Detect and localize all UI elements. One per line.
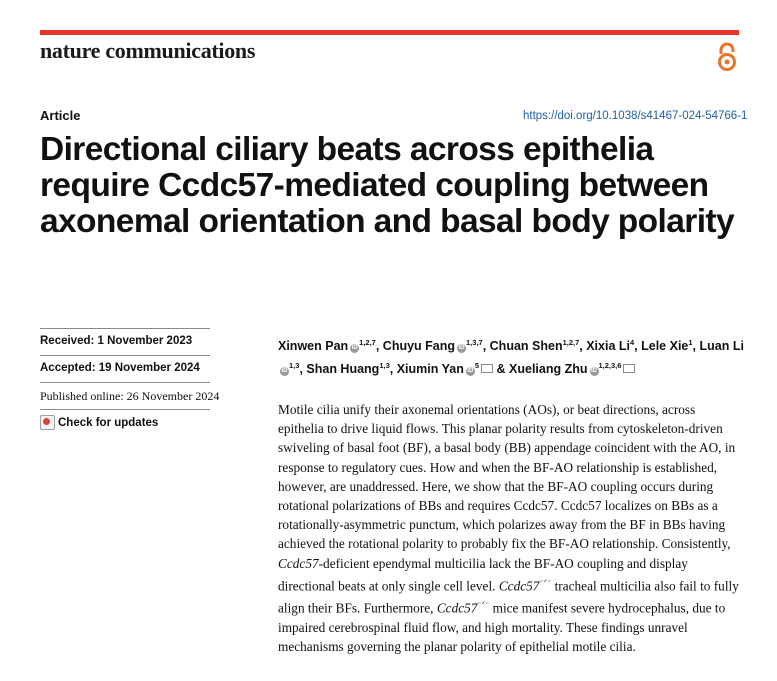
- article-type-label: Article: [40, 108, 81, 123]
- author-name[interactable]: Chuan Shen: [489, 339, 563, 354]
- header-accent-bar: [40, 30, 739, 35]
- check-updates-icon: [40, 415, 55, 430]
- abstract-segment: mice manifest severe hydrocephalus, due to impaired cerebrospinal fluid flow, and high mortality. These findings unravel mechanisms governing the planar polarity of epithelial motile cilia.: [278, 600, 726, 655]
- author-name[interactable]: Luan Li: [699, 339, 744, 354]
- orcid-icon[interactable]: iD: [351, 345, 358, 352]
- affiliation-marker: 1,2,7: [562, 338, 580, 347]
- affiliation-marker: 1,3,7: [466, 338, 483, 347]
- received-date: Received: 1 November 2023: [40, 335, 193, 347]
- author-name[interactable]: Lele Xie: [641, 339, 689, 354]
- published-date: Published online: 26 November 2024: [40, 389, 220, 403]
- author-name[interactable]: Xueliang Zhu: [509, 362, 588, 377]
- gene-name: Ccdc57: [498, 578, 540, 594]
- author-name[interactable]: Shan Huang: [306, 362, 380, 377]
- author-name[interactable]: Xixia Li: [586, 339, 630, 354]
- affiliation-marker: 1,3: [289, 361, 300, 371]
- abstract-segment: ⁻ᐟ⁻: [477, 600, 490, 610]
- abstract-segment: tracheal multicilia also fail to fully align their BFs. Furthermore,: [278, 578, 739, 616]
- divider: [40, 328, 210, 329]
- email-icon[interactable]: [623, 364, 635, 373]
- affiliation-marker: 1,2,3,6: [598, 361, 622, 371]
- orcid-icon[interactable]: iD: [591, 368, 597, 375]
- journal-name[interactable]: nature communications: [40, 38, 256, 63]
- orcid-icon[interactable]: iD: [467, 368, 474, 375]
- orcid-icon[interactable]: iD: [281, 368, 288, 375]
- check-for-updates-button[interactable]: [40, 415, 158, 430]
- divider: [40, 382, 210, 383]
- abstract-segment: ⁻ᐟ⁻: [539, 577, 552, 587]
- abstract-segment: Motile cilia unify their axonemal orientations (AOs), or beat directions, across epithelia to drive liquid flows. This planar polarity results from cytoskeleton-driven swiveling of basal foot (BF), a basal body (BB) appendage coincident with the AO, in response to regulatory cues. How and when the BF-AO relationship is established, however, are unaddressed. Here, we show that the BF-AO coupling occurs during rotational polarizations of BBs and requires Ccdc57. Ccdc57 localizes on BBs as a rotationally-asymmetric punctum, which polarizes away from the BF in BBs having achieved the rotational polarity to probably fix the BF-AO relationship. Consistently,: [278, 402, 736, 552]
- affiliation-marker: 1,2,7: [359, 338, 376, 347]
- gene-name: Ccdc57: [436, 600, 478, 616]
- orcid-icon[interactable]: iD: [458, 345, 465, 352]
- doi-link[interactable]: https://doi.org/10.1038/s41467-024-54766-1: [523, 110, 748, 122]
- author-name[interactable]: Xiumin Yan: [396, 362, 464, 377]
- email-icon[interactable]: [481, 364, 493, 373]
- author-name[interactable]: Xinwen Pan: [278, 339, 349, 354]
- check-updates-label: Check for updates: [58, 416, 159, 429]
- abstract-segment: -deficient ependymal multicilia lack the BF-AO coupling and display directional beats at only single cell level.: [278, 555, 688, 594]
- affiliation-marker: 1,3: [379, 361, 390, 371]
- affiliation-marker: 4: [630, 338, 635, 347]
- article-title: Directional ciliary beats across epithelia require Ccdc57-mediated coupling between axonemal orientation and basal body polarity: [40, 131, 734, 240]
- gene-name: Ccdc57: [278, 555, 319, 571]
- abstract-text: [278, 400, 742, 656]
- divider: [40, 409, 210, 410]
- accepted-date: Accepted: 19 November 2024: [40, 362, 200, 374]
- abstract: [278, 400, 742, 656]
- author-list: Xinwen Pan iD$^{1,2,7}$, Chuyu Fang iD$^{1,3,7}$, Chuan Shen$^{1,2,7}$, Xixia Li$^4$, Lele Xie$^1$, Luan LiiD$^{1,3}$, Shan Huang$^{1,3}$, Xiumin Yan $iD^5$ & Xueliang Zhu iD$^{1,2,3,6}$: [278, 338, 744, 377]
- divider: [40, 355, 210, 356]
- open-access-icon[interactable]: [716, 42, 738, 72]
- affiliation-marker: 1: [688, 338, 693, 347]
- affiliation-marker: 5: [474, 361, 480, 371]
- author-name[interactable]: Chuyu Fang: [382, 339, 456, 354]
